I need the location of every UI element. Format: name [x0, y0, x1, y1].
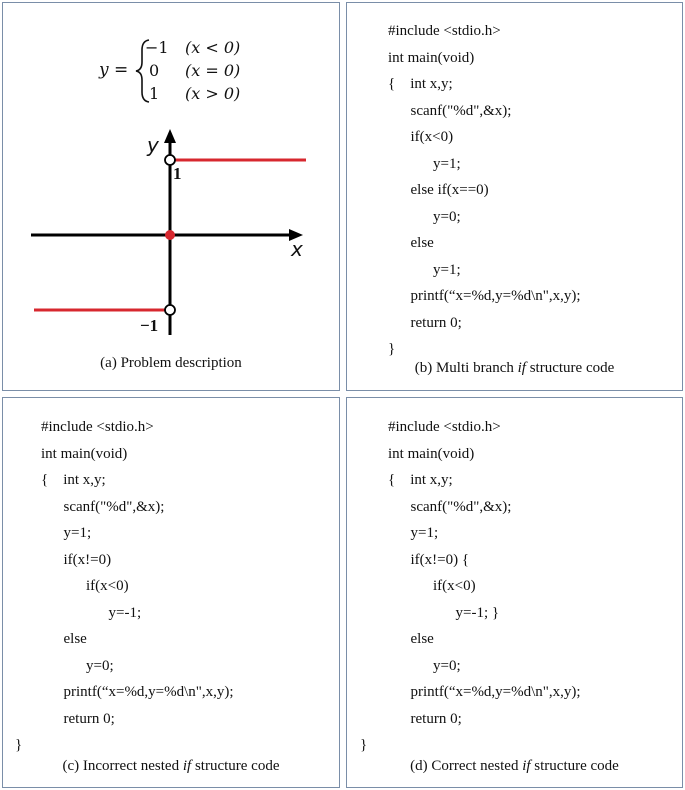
- code-block-d: [360, 414, 581, 759]
- caption-d-prefix: (d) Correct nested: [410, 758, 523, 774]
- x-axis-label: x: [291, 237, 303, 261]
- code-line: y=1;: [388, 525, 439, 541]
- caption-a: (a) Problem description: [100, 355, 242, 371]
- equation-lhs: y =: [99, 60, 129, 80]
- caption-b-prefix: (b) Multi branch: [414, 360, 518, 376]
- case-2-value: 0: [149, 61, 160, 80]
- origin-point: [165, 230, 175, 240]
- code-line: int main(void): [41, 445, 128, 462]
- y-axis-label: y: [147, 133, 159, 157]
- code-line: { int x,y;: [388, 472, 453, 488]
- code-line: if(x!=0) {: [388, 551, 470, 568]
- code-line: if(x!=0): [41, 551, 112, 568]
- code-line: y=0;: [388, 657, 461, 674]
- code-line: y=0;: [41, 657, 114, 674]
- code-line: else: [388, 235, 434, 251]
- code-line: }: [388, 341, 396, 357]
- case-2-condition: (x = 0): [185, 61, 241, 80]
- code-line: #include <stdio.h>: [41, 419, 154, 435]
- code-line: return 0;: [388, 710, 462, 727]
- case-1-condition: (x < 0): [185, 38, 241, 57]
- code-line: else: [41, 631, 87, 647]
- code-line: if(x<0): [388, 578, 476, 594]
- panel-multi-branch-code: [346, 2, 683, 391]
- code-line: if(x<0): [388, 129, 454, 145]
- case-1-value: −1: [145, 38, 169, 57]
- code-line: else: [388, 631, 434, 647]
- code-line: }: [360, 737, 368, 753]
- code-line: scanf("%d",&x);: [41, 498, 165, 515]
- open-endpoint-neg: [165, 305, 175, 315]
- code-line: scanf("%d",&x);: [388, 498, 512, 515]
- caption-c-keyword: if: [182, 758, 192, 774]
- code-line: if(x<0): [41, 578, 129, 594]
- code-line: printf(“x=%d,y=%d\n",x,y);: [41, 684, 234, 700]
- piecewise-graph: [3, 3, 339, 390]
- caption-c-suffix: structure code: [191, 758, 280, 774]
- panel-correct-nested-code: [346, 397, 683, 788]
- caption-c: [3, 758, 339, 775]
- caption-b: [347, 360, 682, 377]
- caption-c-prefix: (c) Incorrect nested: [62, 758, 183, 774]
- y-axis-arrow-icon: [164, 129, 176, 143]
- tick-label-neg: −1: [140, 316, 159, 335]
- case-3-condition: (x > 0): [185, 84, 241, 103]
- panel-incorrect-nested-code: [2, 397, 340, 788]
- code-line: int main(void): [388, 445, 475, 462]
- closing-brace-c: }: [15, 737, 23, 753]
- caption-d-suffix: structure code: [530, 758, 619, 774]
- code-line: y=1;: [388, 155, 461, 172]
- code-line: { int x,y;: [41, 472, 106, 488]
- code-block-c: [41, 414, 234, 732]
- code-line: #include <stdio.h>: [388, 23, 501, 39]
- code-block-b: [388, 18, 581, 363]
- panel-problem-description: [2, 2, 340, 391]
- code-line: else if(x==0): [388, 182, 489, 198]
- code-line: #include <stdio.h>: [388, 419, 501, 435]
- code-line: printf(“x=%d,y=%d\n",x,y);: [388, 288, 581, 304]
- caption-d-keyword: if: [522, 758, 531, 774]
- caption-b-suffix: structure code: [525, 360, 615, 376]
- code-line: int main(void): [388, 49, 475, 66]
- code-line: scanf("%d",&x);: [388, 102, 512, 119]
- code-line: return 0;: [388, 314, 462, 331]
- caption-b-keyword: if: [517, 360, 526, 376]
- tick-label-pos: 1: [173, 164, 182, 183]
- code-line: y=1;: [41, 525, 92, 541]
- code-line: y=-1; }: [388, 604, 500, 621]
- code-line: { int x,y;: [388, 76, 453, 92]
- case-3-value: 1: [149, 84, 160, 103]
- code-line: y=-1;: [41, 604, 142, 621]
- code-line: printf(“x=%d,y=%d\n",x,y);: [388, 684, 581, 700]
- caption-d: [347, 758, 682, 775]
- code-line: y=1;: [388, 261, 461, 278]
- code-line: y=0;: [388, 208, 461, 225]
- code-line: return 0;: [41, 710, 115, 727]
